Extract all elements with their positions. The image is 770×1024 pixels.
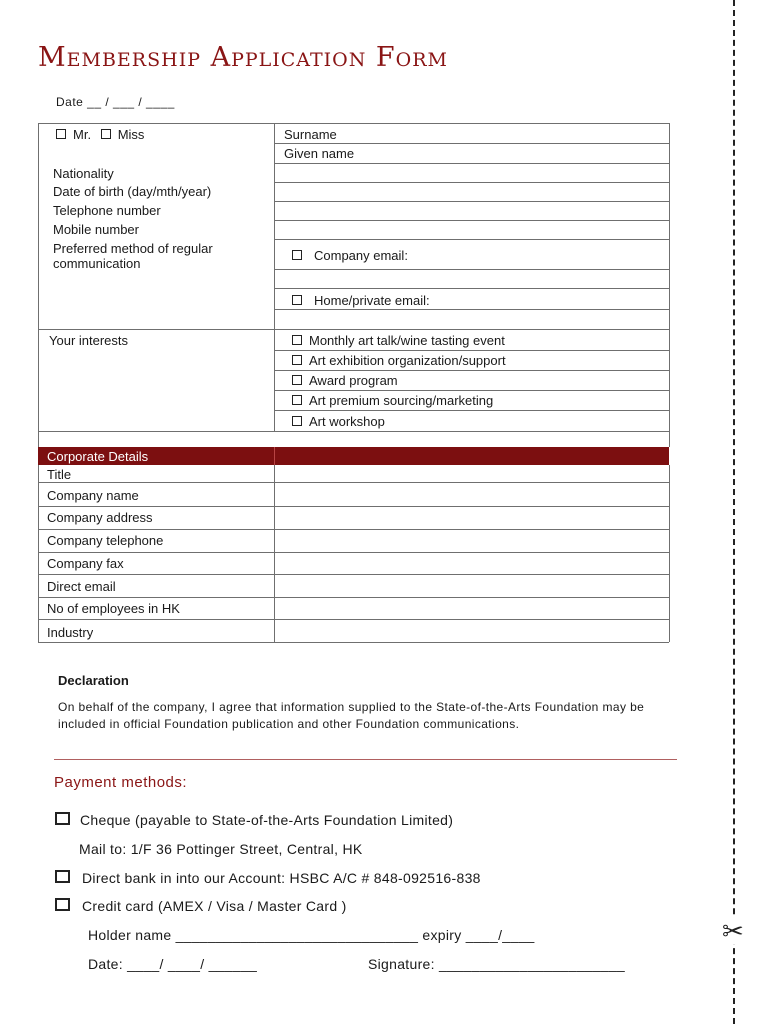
bank-label: Direct bank in into our Account: HSBC A/C # 848-092516-838 [82,870,481,886]
corporate-field-label: Direct email [47,579,116,594]
interest-label: Art workshop [309,414,385,429]
interest-item [292,373,398,388]
preferred-method-label-2: communication [53,256,141,271]
scissors-icon: ✂ [722,916,744,946]
divider [54,759,677,760]
checkbox-interest-3[interactable] [292,375,302,385]
checkbox-interest-2[interactable] [292,355,302,365]
corporate-field-label: Company fax [47,556,124,571]
declaration-body: On behalf of the company, I agree that information supplied to the State-of-the-Arts Foundation may be included in official Foundation publication and other Foundation communications. [58,700,645,731]
nationality-label: Nationality [53,166,114,181]
cut-line [733,0,735,1024]
interest-item [292,414,385,429]
payment-bank-option [55,870,481,886]
interests-label: Your interests [49,333,129,348]
credit-card-label: Credit card (AMEX / Visa / Master Card ) [82,898,347,914]
corporate-field-label: Company address [47,510,153,525]
payment-title: Payment methods: [54,774,188,791]
miss-label: Miss [117,127,145,142]
home-email-option [292,293,430,308]
interest-item [292,393,493,408]
checkbox-bank[interactable] [55,870,70,883]
interest-item [292,333,505,348]
form-title: Membership Application Form [38,42,449,73]
surname-label: Surname [284,127,337,142]
interest-label: Art exhibition organization/support [309,353,506,368]
company-email-label: Company email: [314,248,408,263]
checkbox-home-email[interactable] [292,295,302,305]
card-date-field[interactable]: Date: ____/ ____/ ______ [88,956,258,972]
mail-to-line: Mail to: 1/F 36 Pottinger Street, Central, HK [79,841,363,857]
payment-cheque-option [55,812,453,828]
holder-name-field[interactable]: Holder name ______________________________ expiry ____/____ [88,927,535,943]
title-options [56,127,144,142]
corporate-header-divider [274,447,275,465]
checkbox-interest-4[interactable] [292,395,302,405]
interest-item [292,353,506,368]
preferred-method-label-1: Preferred method of regular [53,241,213,256]
interest-label: Monthly art talk/wine tasting event [309,333,505,348]
cheque-label: Cheque (payable to State-of-the-Arts Foundation Limited) [80,812,454,828]
corporate-field-label: Company name [47,488,139,503]
corporate-field-label: Industry [47,625,94,640]
interest-label: Art premium sourcing/marketing [309,393,494,408]
mr-label: Mr. [73,127,92,142]
checkbox-miss[interactable] [101,129,111,139]
checkbox-interest-5[interactable] [292,416,302,426]
telephone-label: Telephone number [53,203,161,218]
dob-label: Date of birth (day/mth/year) [53,184,212,199]
home-email-label: Home/private email: [314,293,430,308]
interest-label: Award program [309,373,398,388]
corporate-field-label: Company telephone [47,533,164,548]
company-email-option [292,248,408,263]
signature-field[interactable]: Signature: _______________________ [368,956,625,972]
given-name-label: Given name [284,146,355,161]
corporate-field-label: Title [47,467,72,482]
checkbox-credit-card[interactable] [55,898,70,911]
corporate-field-label: No of employees in HK [47,601,180,616]
payment-credit-option [55,898,347,914]
checkbox-cheque[interactable] [55,812,70,825]
date-line[interactable]: Date __ / ___ / ____ [56,95,175,109]
declaration-title: Declaration [58,673,129,688]
checkbox-company-email[interactable] [292,250,302,260]
checkbox-mr[interactable] [56,129,66,139]
mobile-label: Mobile number [53,222,139,237]
corporate-header-label: Corporate Details [47,449,149,464]
checkbox-interest-1[interactable] [292,335,302,345]
